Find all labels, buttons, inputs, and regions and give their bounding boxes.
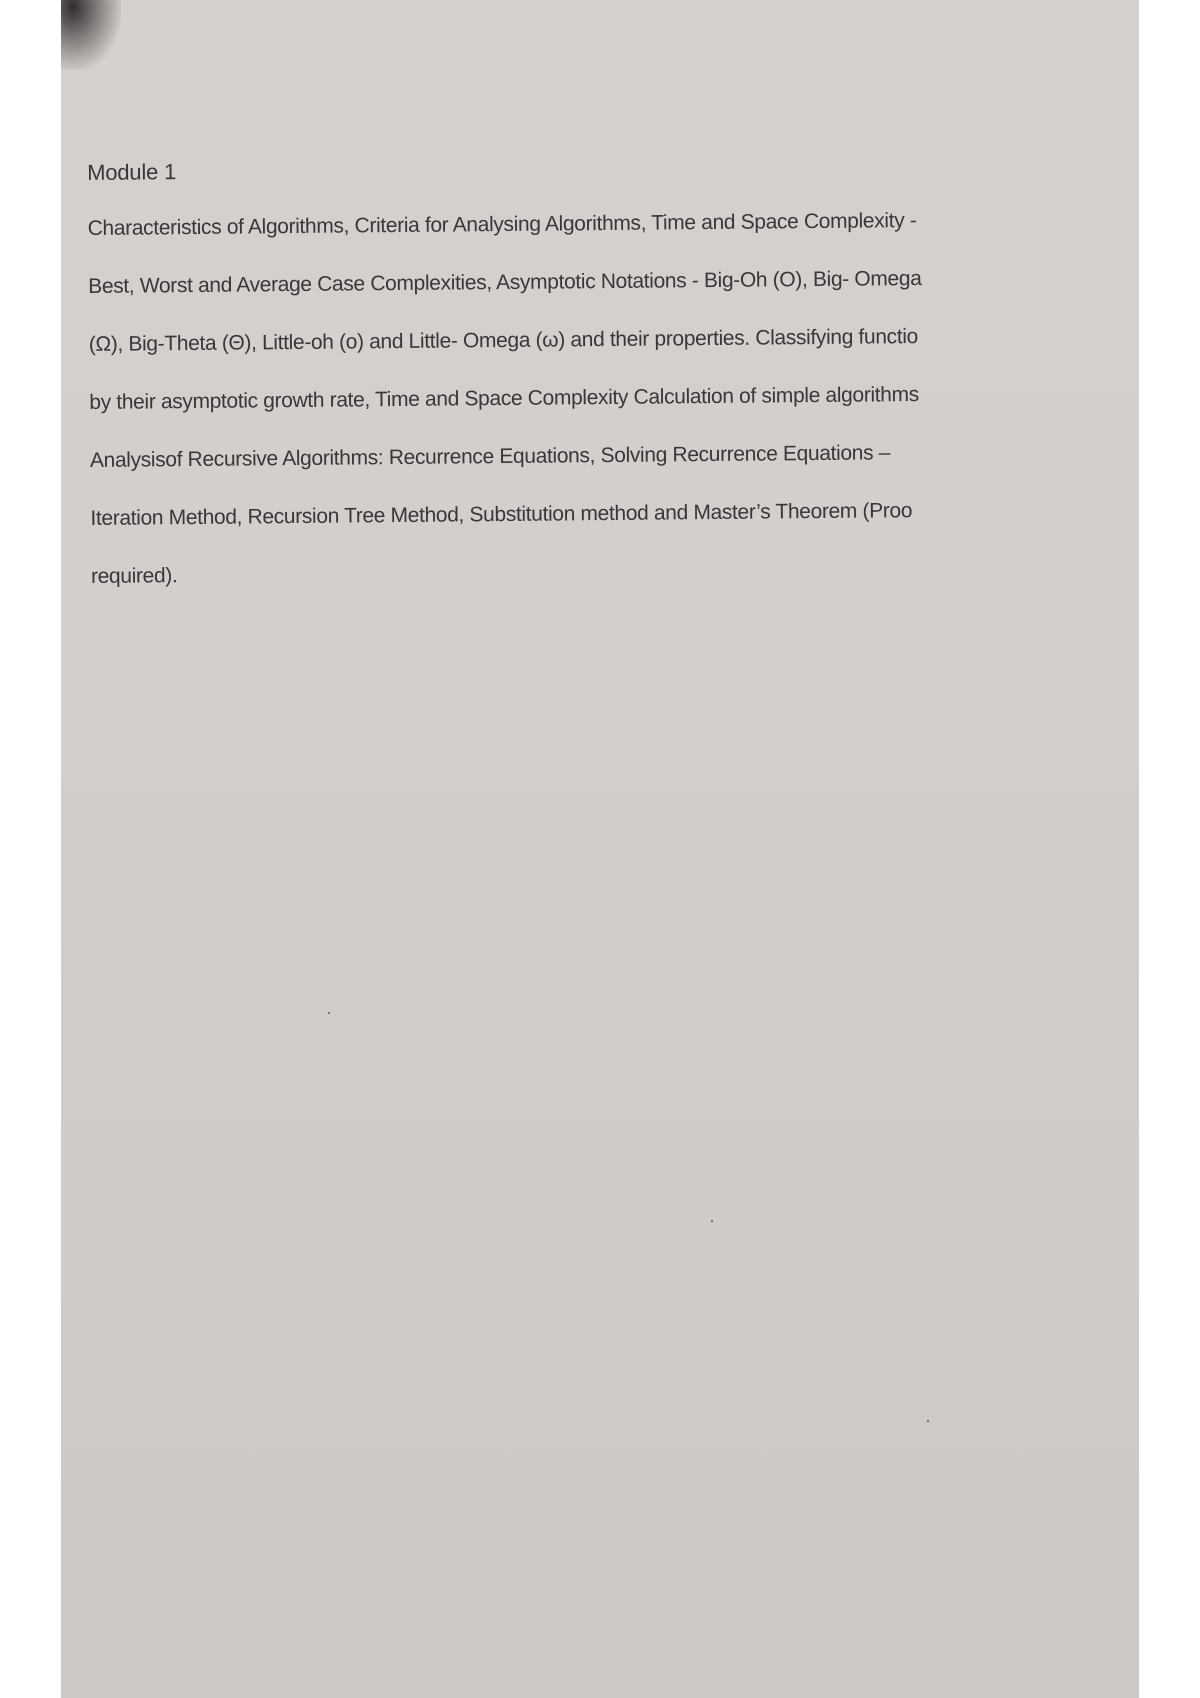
text-line: Iteration Method, Recursion Tree Method, Substitution method and Master’s Theorem (Proo: [90, 499, 913, 530]
paper-sheet: [61, 0, 1139, 1698]
text-line: (Ω), Big-Theta (Θ), Little-oh (o) and Little- Omega (ω) and their properties. Classifying functio: [88, 325, 919, 356]
text-line: Analysisof Recursive Algorithms: Recurrence Equations, Solving Recurrence Equations –: [89, 441, 891, 472]
text-line: by their asymptotic growth rate, Time and Space Complexity Calculation of simple algorithms: [89, 383, 919, 414]
syllabus-text: [87, 147, 1139, 606]
text-line: Best, Worst and Average Case Complexities, Asymptotic Notations - Big-Oh (O), Big- Omega: [88, 266, 922, 298]
text-line: Characteristics of Algorithms, Criteria for Analysing Algorithms, Time and Space Complexity -: [87, 209, 917, 240]
corner-shadow: [61, 0, 121, 70]
paper-speck: [927, 1420, 929, 1422]
paper-speck: [711, 1220, 713, 1222]
module-heading: Module 1: [87, 159, 177, 185]
text-line: required).: [90, 564, 178, 588]
paper-speck: [328, 1012, 330, 1014]
